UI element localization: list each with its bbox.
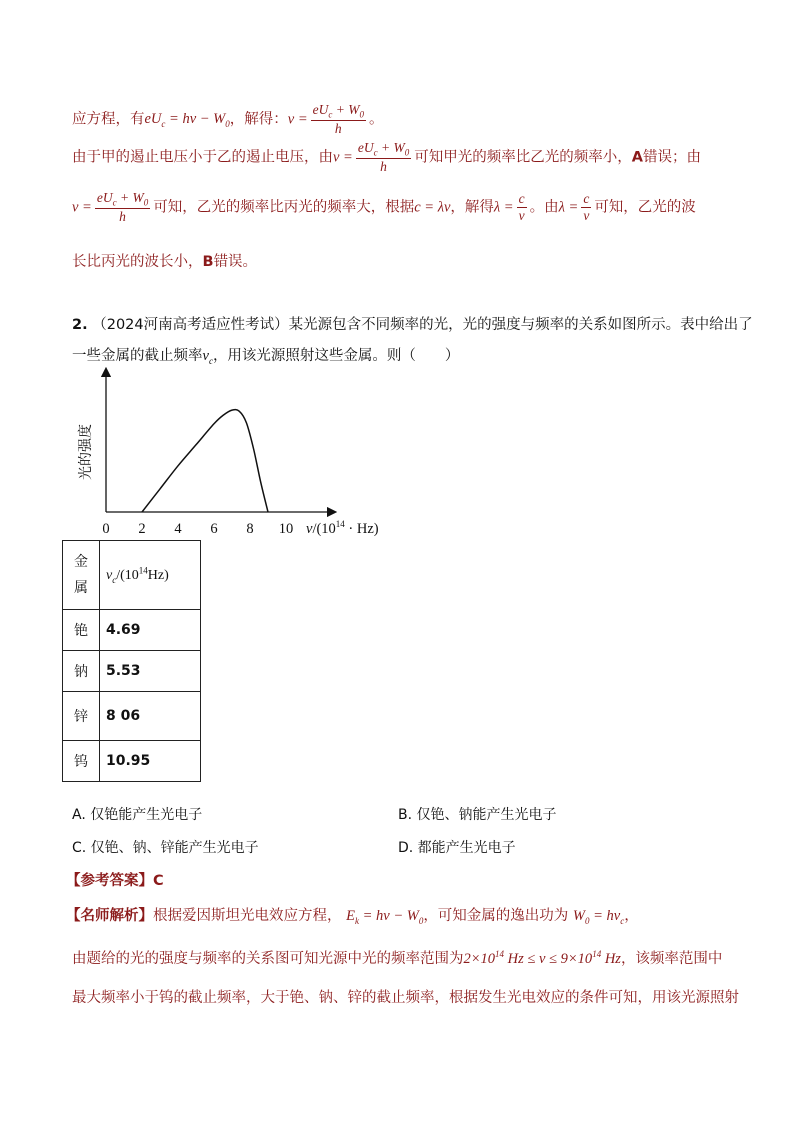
analysis-line-3 xyxy=(72,986,739,1007)
question-line-1 xyxy=(72,313,753,334)
text-segment: 由于甲的遏止电压小于乙的遏止电压，由 xyxy=(72,149,333,166)
prev-solution-line-3 xyxy=(72,190,696,225)
question-source: （2024河南高考适应性考试） xyxy=(92,317,289,333)
table-header-row xyxy=(63,541,201,610)
prev-solution-line-2 xyxy=(72,140,701,175)
metal-value: 8 06 xyxy=(100,692,201,741)
intensity-frequency-chart xyxy=(70,368,410,538)
text-segment: 错误；由 xyxy=(642,149,701,166)
text-segment: ，该频率范围中 xyxy=(620,951,723,967)
fraction: $\frac{c}{\nu}$ xyxy=(518,191,525,223)
text-segment: ， xyxy=(624,908,639,924)
metal-value: 10.95 xyxy=(100,741,201,782)
answer-value: C xyxy=(153,873,164,889)
equation: $eU_c = h\nu - W_0$ xyxy=(144,111,230,130)
option-a[interactable]: A. 仅铯能产生光电子 xyxy=(72,807,203,823)
text-segment: 应方程，有 xyxy=(72,111,145,128)
equation: $2\times 10^{14}$ $Hz \le \nu \le 9\times 10^{14}$ Hz xyxy=(463,949,621,967)
analysis-label: 【名师解析】 xyxy=(66,908,153,924)
fraction: $\frac{eU_c + W_0}{h}$ xyxy=(312,102,364,137)
header-cutoff-frequency: $\nu_c/(10^{14}Hz)$ xyxy=(100,541,201,610)
equation: ν = xyxy=(333,149,353,166)
text-segment: ，解得 xyxy=(450,199,494,216)
equation: $W_0 = h\nu_c$ xyxy=(572,908,625,926)
text-segment: ，解得： xyxy=(229,111,288,128)
x-tick-label: 8 xyxy=(246,521,254,537)
equation: c = λν xyxy=(414,199,451,216)
analysis-line-2 xyxy=(72,947,722,968)
table-row xyxy=(63,692,201,741)
x-tick-label: 10 xyxy=(278,521,294,537)
equation: λ = xyxy=(493,199,514,216)
equation: ν = xyxy=(287,111,308,128)
metal-name: 锌 xyxy=(63,692,100,741)
x-tick-label: 0 xyxy=(102,521,110,537)
nu-c-symbol: $\nu_c$ xyxy=(202,348,213,366)
text-segment: 可知，乙光的频率比丙光的频率大，根据 xyxy=(153,199,415,216)
prev-solution-line-1 xyxy=(72,102,383,137)
equation: $E_k = h\nu - W_0$ xyxy=(346,908,424,926)
fraction: $\frac{c}{\nu}$ xyxy=(583,191,590,223)
question-line-2 xyxy=(72,344,459,366)
fraction: $\frac{eU_c + W_0}{h}$ xyxy=(357,140,410,175)
analysis-line-1 xyxy=(66,904,639,926)
answer-label: 【参考答案】 xyxy=(66,873,153,889)
option-d[interactable]: D. 都能产生光电子 xyxy=(398,840,516,856)
question-number: 2. xyxy=(72,317,88,333)
option-b[interactable]: B. 仅铯、钠能产生光电子 xyxy=(398,807,557,823)
metal-value: 5.53 xyxy=(100,651,201,692)
option-ref: A xyxy=(631,149,643,166)
text-segment: 最大频率小于钨的截止频率，大于铯、钠、锌的截止频率，根据发生光电效应的条件可知，用该光源照射 xyxy=(72,990,739,1006)
x-ticks xyxy=(102,521,293,537)
x-axis-label: $\nu/(10^{14} \cdot Hz)$ xyxy=(306,519,379,537)
metal-table xyxy=(62,540,201,782)
metal-name: 钠 xyxy=(63,651,100,692)
intensity-curve xyxy=(142,410,268,512)
metal-name: 铯 xyxy=(63,610,100,651)
text-segment: ，可知金属的逸出功为 xyxy=(423,908,569,924)
y-axis-label: 光的强度 xyxy=(78,424,94,480)
x-tick-label: 6 xyxy=(210,521,218,537)
fraction: $\frac{eU_c + W_0}{h}$ xyxy=(96,190,149,225)
question-text: 一些金属的截止频率 xyxy=(72,348,203,364)
metal-name: 钨 xyxy=(63,741,100,782)
text-segment: 。 xyxy=(368,111,384,128)
table-row xyxy=(63,651,201,692)
option-ref: B xyxy=(202,254,214,270)
text-segment: 。由 xyxy=(529,199,559,216)
question-text: ，用该光源照射这些金属。则（ ） xyxy=(212,348,460,364)
question-text: 某光源包含不同频率的光，光的强度与频率的关系如图所示。表中给出了 xyxy=(288,317,753,333)
text-segment: 由题给的光的强度与频率的关系图可知光源中光的频率范围为 xyxy=(72,951,464,967)
prev-solution-line-4 xyxy=(72,250,257,271)
option-c[interactable]: C. 仅铯、钠、锌能产生光电子 xyxy=(72,840,259,856)
x-tick-label: 4 xyxy=(174,521,182,537)
table-row xyxy=(63,610,201,651)
equation: λ = xyxy=(558,199,579,216)
text-segment: 可知，乙光的波 xyxy=(594,199,696,216)
text-segment: 可知甲光的频率比乙光的频率小， xyxy=(414,149,632,166)
header-metal: 金 属 xyxy=(63,541,100,610)
metal-value: 4.69 xyxy=(100,610,201,651)
text-segment: 长比丙光的波长小， xyxy=(72,254,203,270)
table-row xyxy=(63,741,201,782)
reference-answer xyxy=(66,869,164,890)
text-segment: 根据爱因斯坦光电效应方程， xyxy=(153,908,342,924)
x-tick-label: 2 xyxy=(138,521,146,537)
text-segment: 错误。 xyxy=(213,254,258,270)
equation: ν = xyxy=(72,199,92,216)
